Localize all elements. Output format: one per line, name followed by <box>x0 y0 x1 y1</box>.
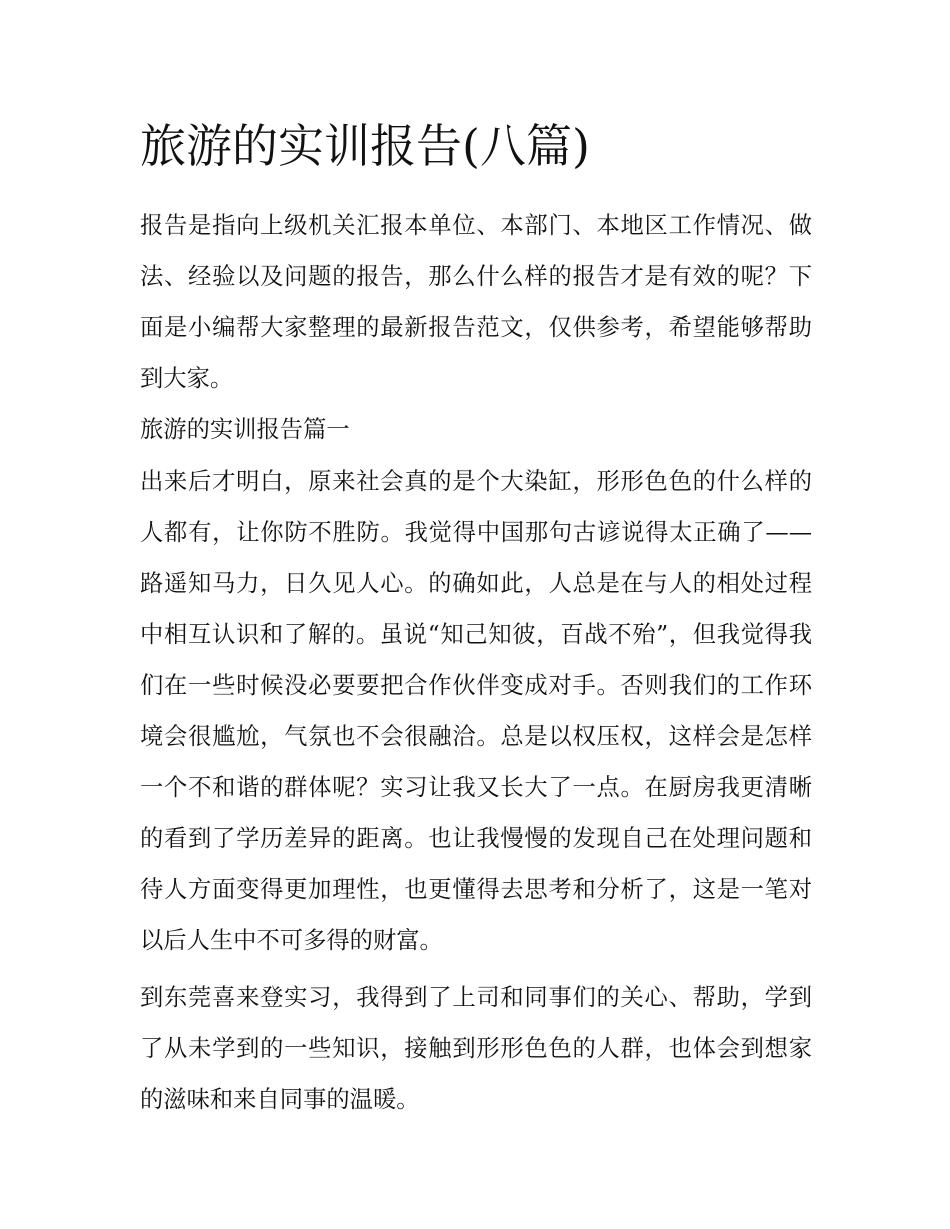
body-paragraph: 到东莞喜来登实习，我得到了上司和同事们的关心、帮助，学到了从未学到的一些知识，接触到形形色色的人群，也体会到想家的滋味和来自同事的温暖。 <box>140 984 812 1113</box>
body-paragraph: 出来后才明白，原来社会真的是个大染缸，形形色色的什么样的人都有，让你防不胜防。我觉得中国那句古谚说得太正确了——路遥知马力，日久见人心。的确如此，人总是在与人的相处过程中相互认识和了解的。虽说“知己知彼，百战不殆”，但我觉得我们在一些时候没必要要把合作伙伴变成对手。否则我们的工作环境会很尴尬，气氛也不会很融洽。总是以权压权，这样会是怎样一个不和谐的群体呢？实习让我又长大了一点。在厨房我更清晰的看到了学历差异的距离。也让我慢慢的发现自己在处理问题和待人方面变得更加理性，也更懂得去思考和分析了，这是一笔对以后人生中不可多得的财富。 <box>140 468 812 954</box>
document-title: 旅游的实训报告(八篇) <box>140 119 590 173</box>
document-page <box>140 110 812 1131</box>
section-heading: 旅游的实训报告篇一 <box>140 416 350 443</box>
intro-paragraph: 报告是指向上级机关汇报本单位、本部门、本地区工作情况、做法、经验以及问题的报告，那么什么样的报告才是有效的呢？下面是小编帮大家整理的最新报告范文，仅供参考，希望能够帮助到大家。 <box>140 212 812 392</box>
